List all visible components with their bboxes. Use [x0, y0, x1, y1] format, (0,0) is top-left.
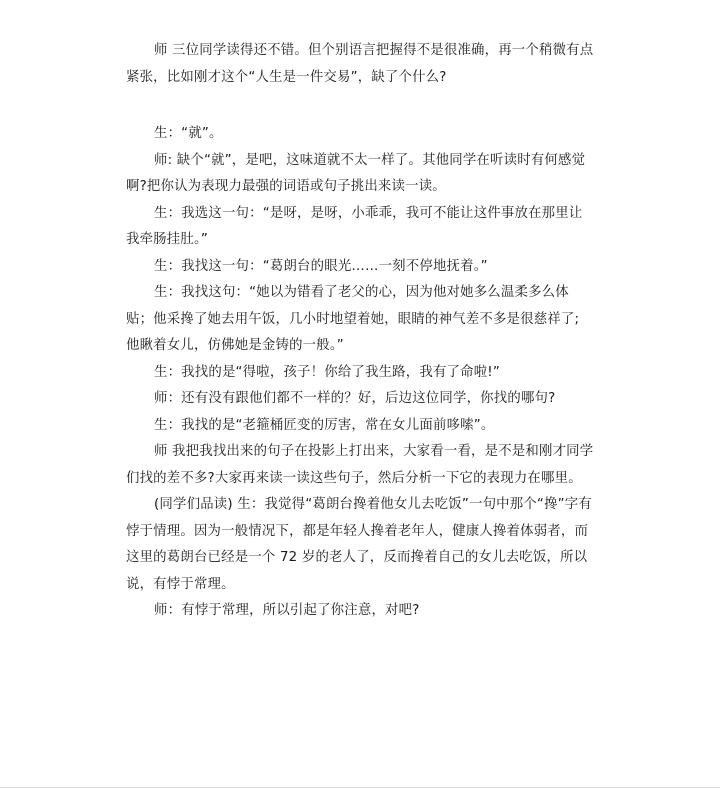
paragraph-student-2: 生：我选这一句：“是呀，是呀，小乖乖，我可不能让这件事放在那里让我牵肠挂肚。”	[126, 205, 583, 247]
paragraph-gap	[126, 91, 594, 121]
paragraph-teacher-3: 师：还有没有跟他们都不一样的？好，后边这位同学，你找的哪句?	[154, 391, 556, 406]
paragraph-student-4: 生：我找这句：“她以为错看了老父的心，因为他对她多么温柔多么体贴；他采搀了她去用午饭，几小时地望着她，眼睛的神气差不多是很慈祥了; 他瞅着女儿，仿佛她是金铸的一般。”	[126, 285, 580, 353]
paragraph-student-1: 生：“就”。	[154, 126, 223, 141]
document-body	[126, 38, 594, 625]
paragraph-student-6: 生：我找的是“老箍桶匠变的厉害，常在女儿面前哆嗦”。	[154, 417, 495, 433]
paragraph-teacher-5: 师：有悖于常理，所以引起了你注意，对吧?	[154, 603, 420, 618]
paragraph-teacher-1: 师 三位同学读得还不错。但个别语言把握得不是很准确，再一个稍微有点紧张，比如刚才这个“人生是一件交易”，缺了个什么?	[126, 43, 594, 85]
paragraph-student-7: (同学们品读) 生：我觉得“葛朗台搀着他女儿去吃饭”一句中那个“搀”字有悖于情理。因为一般情况下，都是年轻人搀着老年人，健康人搀着体弱者，而这里的葛朗台已经是一个 72 岁的老人了，反而搀着自己的女儿去吃饭，所以说，有悖于常理。	[126, 497, 592, 592]
paragraph-teacher-4: 师 我把我找出来的句子在投影上打出来，大家看一看，是不是和刚才同学们找的差不多?大家再来读一读这些句子，然后分析一下它的表现力在哪里。	[126, 444, 594, 486]
paragraph-teacher-2: 师: 缺个“就”，是吧，这味道就不太一样了。其他同学在听读时有何感觉啊?把你认为表现力最强的词语或句子挑出来读一读。	[126, 152, 586, 194]
paragraph-student-5: 生：我找的是“得啦，孩子！你给了我生路，我有了命啦!”	[154, 364, 501, 380]
paragraph-student-3: 生：我找这一句：“葛朗台的眼光……一刻不停地抚着。”	[154, 258, 488, 274]
